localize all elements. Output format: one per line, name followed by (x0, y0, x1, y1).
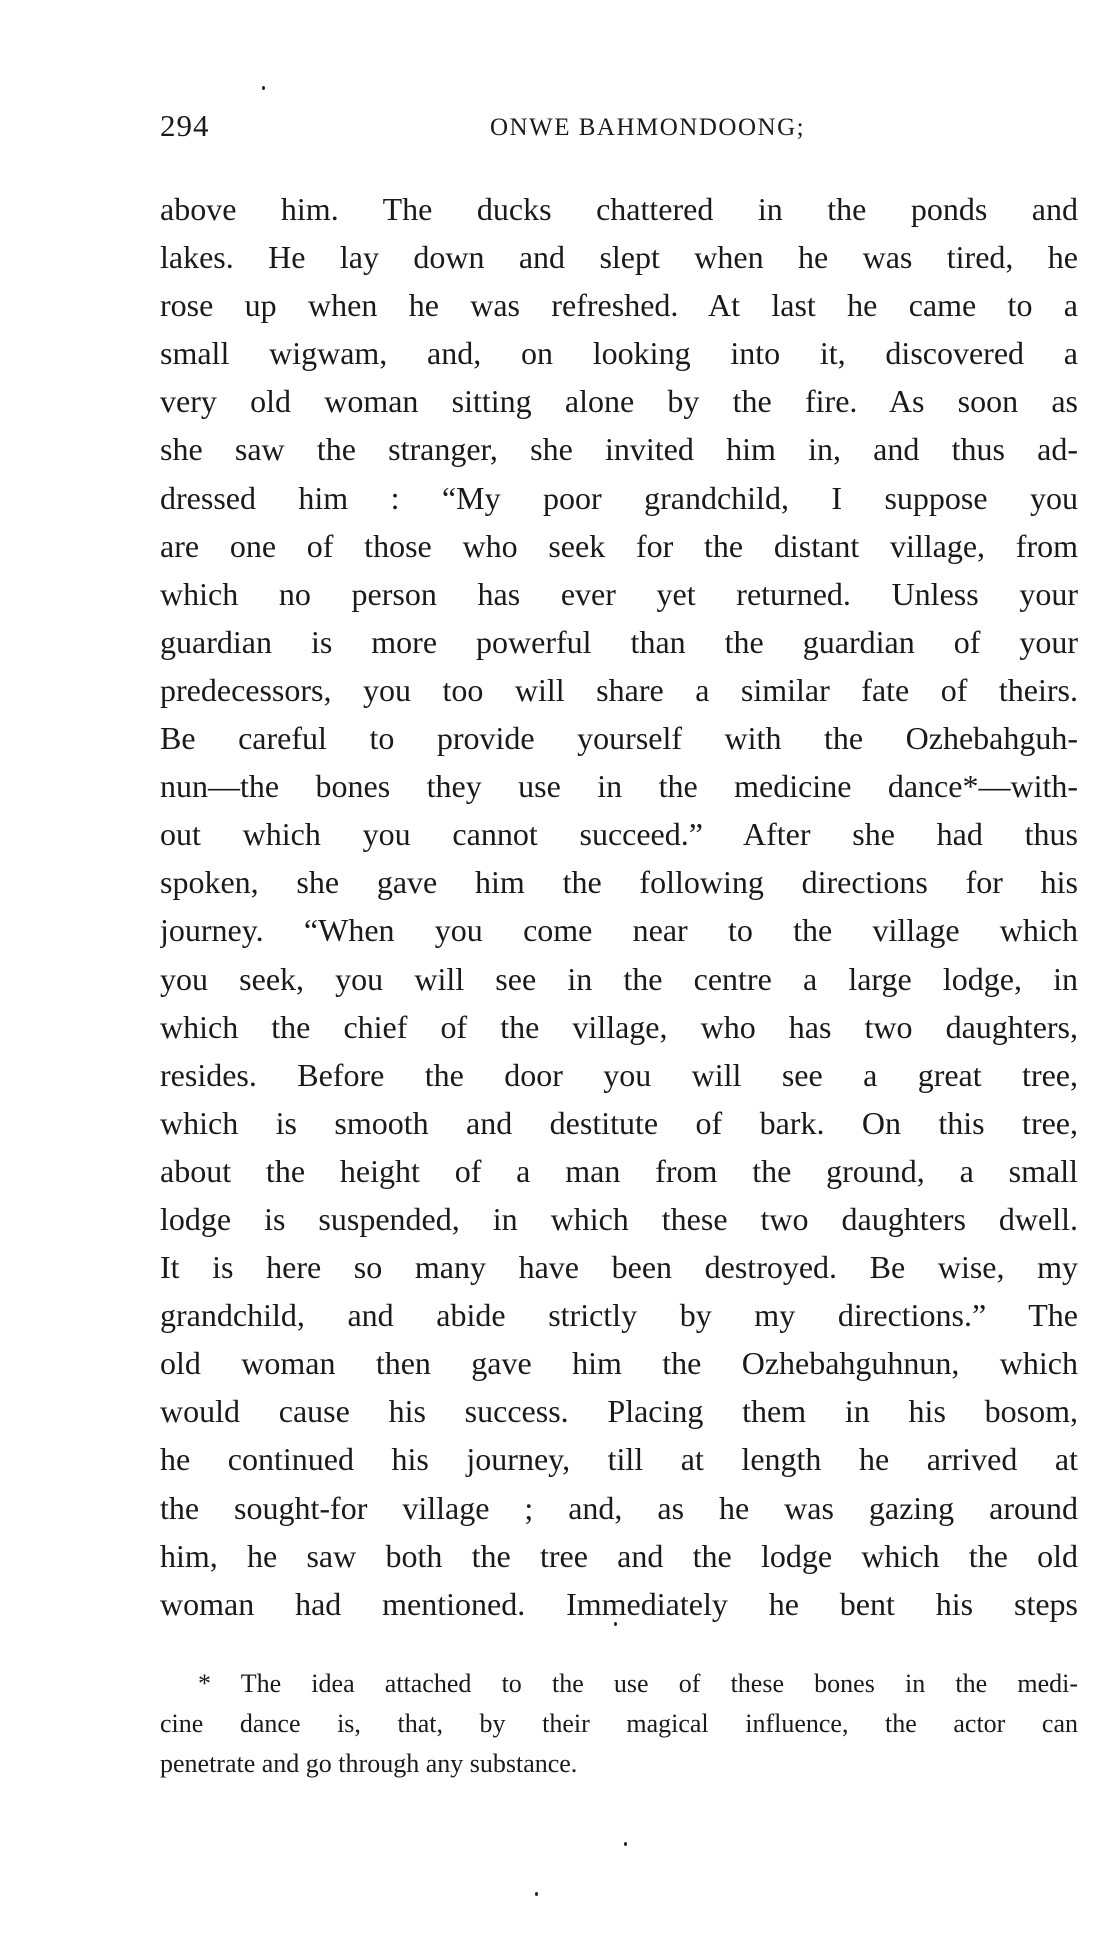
page-header (160, 108, 1078, 156)
text-line: old woman then gave him the Ozhebahguhnun, which (160, 1345, 1078, 1382)
text-line: It is here so many have been destroyed. Be wise, my (160, 1249, 1078, 1286)
text-line: he continued his journey, till at length he arrived at (160, 1441, 1078, 1478)
text-line: him, he saw both the tree and the lodge which the old (160, 1537, 1078, 1574)
text-line: you seek, you will see in the centre a large lodge, in (160, 960, 1078, 997)
print-speck (624, 1842, 627, 1846)
text-line: which the chief of the village, who has two daughters, (160, 1008, 1078, 1045)
text-line: which no person has ever yet returned. Unless your (160, 575, 1078, 612)
text-line: lodge is suspended, in which these two daughters dwell. (160, 1200, 1078, 1237)
running-head: ONWE BAHMONDOONG; (490, 114, 806, 141)
text-line: she saw the stranger, she invited him in, and thus ad- (160, 431, 1078, 468)
text-line: grandchild, and abide strictly by my directions.” The (160, 1297, 1078, 1334)
text-line: predecessors, you too will share a similar fate of theirs. (160, 671, 1078, 708)
page-number: 294 (160, 108, 210, 143)
print-speck (614, 1622, 617, 1626)
text-line: which is smooth and destitute of bark. On this tree, (160, 1104, 1078, 1141)
footnote-line: * The idea attached to the use of these bones in the medi- (198, 1669, 1078, 1698)
text-line: woman had mentioned. Immediately he bent his steps (160, 1585, 1078, 1622)
text-line: resides. Before the door you will see a great tree, (160, 1056, 1078, 1093)
print-speck (535, 1892, 538, 1896)
text-line: about the height of a man from the ground, a small (160, 1152, 1078, 1189)
body-text (160, 185, 1078, 1628)
text-line: would cause his success. Placing them in his bosom, (160, 1393, 1078, 1430)
print-speck (262, 86, 265, 90)
text-line: rose up when he was refreshed. At last he came to a (160, 287, 1078, 324)
footnote (160, 1664, 1078, 1784)
text-line: the sought-for village ; and, as he was gazing around (160, 1489, 1078, 1526)
text-line: lakes. He lay down and slept when he was tired, he (160, 239, 1078, 276)
text-line: small wigwam, and, on looking into it, discovered a (160, 335, 1078, 372)
footnote-line: cine dance is, that, by their magical influence, the actor can (160, 1709, 1078, 1738)
text-line: journey. “When you come near to the village which (160, 912, 1078, 949)
text-line: guardian is more powerful than the guardian of your (160, 623, 1078, 660)
text-line: are one of those who seek for the distant village, from (160, 527, 1078, 564)
text-line: above him. The ducks chattered in the ponds and (160, 191, 1078, 227)
text-line: very old woman sitting alone by the fire. As soon as (160, 383, 1078, 420)
text-line: dressed him : “My poor grandchild, I suppose you (160, 479, 1078, 516)
text-line: nun—the bones they use in the medicine dance*—with- (160, 768, 1078, 805)
footnote-line: penetrate and go through any substance. (160, 1749, 578, 1778)
text-line: out which you cannot succeed.” After she had thus (160, 816, 1078, 853)
text-line: Be careful to provide yourself with the Ozhebahguh- (160, 720, 1078, 757)
text-line: spoken, she gave him the following directions for his (160, 864, 1078, 901)
